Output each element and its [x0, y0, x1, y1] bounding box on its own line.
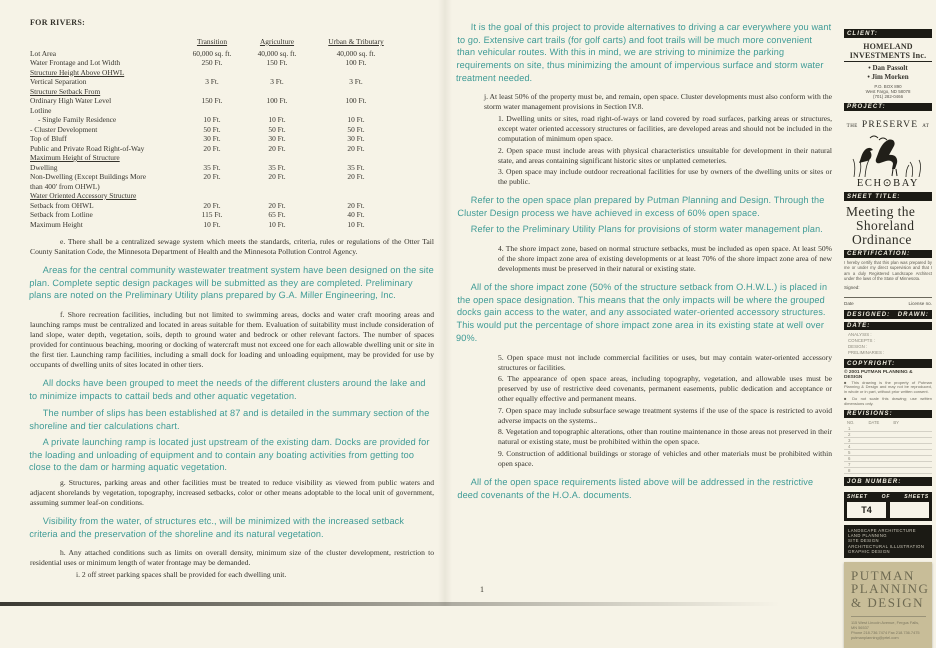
designed-label: DESIGNED:	[847, 311, 891, 318]
project-bar: PROJECT:	[844, 103, 932, 112]
job-number-bar: JOB NUMBER:	[844, 477, 932, 486]
client-bar: CLIENT:	[844, 29, 932, 38]
firm-block	[844, 562, 932, 648]
paragraph: g. Structures, parking areas and other facilities must be treated to reduce visibility as viewed from public waters and adjacent shorelands by vegetation, topography, increased setbacks, color or other means adoptable to the local unit of government, assuming summer leaf-on conditions.	[30, 478, 434, 508]
list-item: ANALYSIS :	[848, 332, 872, 338]
sheet-title-bar: SHEET TITLE:	[844, 192, 932, 201]
copyright-line: © 2001 PUTMAN PLANNING & DESIGN	[844, 369, 913, 380]
list-item: CONCEPTS :	[848, 338, 875, 344]
paragraph: 3. Open space may include outdoor recreational facilities for use by owners of the dwelling units or sites or the public.	[498, 167, 832, 187]
table-row: Lot Area 60,000 sq. ft. 40,000 sq. ft. 40,000 sq. ft.	[30, 48, 376, 58]
list-item: 1	[844, 426, 932, 432]
date-label: Date	[844, 301, 854, 307]
list-item: • Jim Morken	[867, 72, 909, 81]
project-preserve: PRESERVE	[861, 120, 919, 131]
table-row: Setback from Lotline 115 Ft. 65 Ft. 40 Ft.	[30, 210, 365, 219]
list-item: P.O. BOX 890	[874, 83, 902, 89]
signature-line	[844, 292, 932, 298]
paragraph: Refer to the Preliminary Utility Plans for provisions of storm water management plan.	[470, 224, 824, 235]
project-at: AT	[922, 124, 930, 130]
table-row: Vertical Separation 3 Ft. 3 Ft. 3 Ft.	[30, 77, 363, 86]
copyright-bar: COPYRIGHT:	[844, 359, 932, 368]
paragraph: All docks have been grouped to meet the needs of the different clusters around the lake and to minimize impacts to cattail beds and other aquatic vegetation.	[29, 378, 426, 401]
paragraph: 5. Open space must not include commercial facilities or uses, but may contain water-oriented accessory structures or facilities.	[498, 352, 832, 372]
echobay-logo: ECH⊙BAY	[856, 178, 920, 190]
project-the: THE	[846, 124, 858, 130]
paragraph: Areas for the central community wastewater treatment system have been designed on the site plan. Complete septic design packages will be submitted as they are completed. Preliminary plans are noted on the Preliminary Utility plans prepared by G.A. Miller Engineering, Inc.	[28, 265, 434, 301]
table-row: Public and Private Road Right-of-Way 20 Ft. 20 Ft. 20 Ft.	[30, 143, 365, 153]
revisions-rows	[844, 426, 932, 474]
table-row: Lotline	[30, 105, 52, 115]
list-item: LANDSCAPE ARCHITECTURE	[848, 527, 916, 533]
services-block	[844, 525, 932, 558]
table-row: Structure Height Above OHWL	[30, 67, 125, 77]
sheets-label: SHEETS	[904, 493, 929, 500]
list-item: 5	[844, 450, 932, 456]
sheet-total-box	[890, 502, 929, 518]
paragraph: 2. Open space must include areas with physical characteristics unsuitable for development in their natural state, and areas containing significant historic sites or unplatted cemeteries.	[498, 145, 832, 165]
license-label: License no.	[908, 301, 932, 307]
client-name: HOMELAND INVESTMENTS Inc.	[844, 42, 932, 62]
certification-bar: CERTIFICATION:	[844, 250, 932, 259]
table-row: Maximum Height 10 Ft. 10 Ft. 10 Ft.	[30, 219, 365, 229]
table-row: Maximum Height of Structure	[30, 153, 120, 162]
list-item: Ordinance	[852, 231, 912, 247]
list-item: 2	[844, 432, 932, 438]
list-item: putmanplanning@prtel.com	[851, 635, 899, 641]
left-page	[30, 18, 434, 581]
list-item: DESIGN :	[848, 344, 868, 350]
table-column-header: Transition	[196, 37, 228, 46]
list-item: ■ Do not scale this drawing; use written dimensions only.	[844, 395, 932, 406]
list-item: 115 West Lincoln Avenue, Fergus Falls, MN 56537	[851, 620, 920, 631]
list-item: BY	[893, 420, 899, 426]
list-item: DATE	[868, 420, 880, 426]
project-name	[844, 114, 932, 132]
titleblock	[844, 26, 932, 648]
table-row: Non-Dwelling (Except Buildings More 20 Ft. 20 Ft. 20 Ft.	[30, 172, 365, 181]
list-item: 8	[844, 468, 932, 474]
table-row: Water Frontage and Lot Width 250 Ft. 150 Ft. 100 Ft.	[30, 58, 367, 67]
paragraph: e. There shall be a centralized sewage system which meets the standards, criteria, rules or regulations of the Otter Tail County Sanitation Code, the Minnesota Department of Health and the Minnesota Pollution Control Agency.	[30, 237, 434, 257]
list-item: 6	[844, 456, 932, 462]
table-row: - Cluster Development 50 Ft. 50 Ft. 50 Ft.	[30, 124, 365, 134]
paragraph: i. 2 off street parking spaces shall be provided for each dwelling unit.	[76, 569, 287, 579]
client-address	[844, 84, 932, 100]
list-item: PLANNING	[851, 581, 930, 597]
firm-name	[851, 567, 930, 610]
list-item: 7	[844, 462, 932, 468]
paragraph: Visibility from the water, of structures etc., will be minimized with the increased setback criteria and the preservation of the shoreline and its natural vegetation.	[29, 516, 405, 539]
revisions-header	[844, 420, 932, 425]
sheet-number-box: T4	[847, 502, 886, 518]
certification-text: I hereby certify that this plan was prepared by me or under my direct supervision and that I am a duly Registered Landscape Architect under the laws of the State of Minnesota.	[844, 260, 932, 281]
list-item: & DESIGN	[851, 594, 925, 610]
table-row: Water Oriented Accessory Structure	[30, 191, 137, 200]
right-page	[455, 14, 832, 505]
heron-marsh-logo-icon	[846, 133, 930, 177]
rivers-table	[30, 37, 434, 229]
scan-edge-artifact	[0, 602, 780, 606]
rivers-heading: FOR RIVERS:	[30, 18, 86, 27]
paragraph: j. At least 50% of the property must be, and remain, open space. Cluster developments must also conform with the storm water management provisions in Section IV.8.	[484, 92, 832, 112]
list-item: 4	[844, 444, 932, 450]
paragraph: A private launching ramp is located just upstream of the existing dam. Docks are provided for the loading and unloading of equipment and to contain any boating activities from getting too close to the dam or harming aquatic vegetation.	[28, 436, 430, 473]
paragraph: h. Any attached conditions such as limits on overall density, minimum size of the cluster development, restriction to residential uses or minimum length of water frontage may be demanded.	[30, 548, 434, 568]
list-item: SITE DESIGN	[848, 538, 879, 544]
rivers-table-body	[30, 49, 434, 230]
list-item: GRAPHIC DESIGN	[848, 549, 890, 555]
designed-drawn-bar	[844, 310, 932, 319]
sheet-label: SHEET	[847, 493, 868, 500]
paragraph: The number of slips has been established at 87 and is detailed in the summary section of the shoreline and tier calculations chart.	[29, 407, 430, 431]
paragraph: It is the goal of this project to provide alternatives to driving a car everywhere you want to go. Extensive cart trails (for golf carts) and foot trails will be much more convenient than vehicular routes. With this in mind, we are striving to minimize the parking requirements on site, thus minimizing the amount of impervious surface and storm water treatment needed.	[455, 22, 832, 83]
table-row: than 400' from OHWL)	[30, 181, 100, 191]
paragraph: 9. Construction of additional buildings or storage of vehicles and other materials must be prohibited within open space.	[498, 448, 832, 468]
paragraph: 8. Vegetation and topographic alterations, other than routine maintenance in those areas not preserved in their natural or existing state, must be prohibited within the open space.	[498, 427, 832, 447]
list-item: • Dan Passolt	[868, 63, 908, 72]
sheet-title	[844, 205, 932, 247]
table-row: Structure Setback From	[30, 86, 101, 96]
client-principals	[844, 64, 932, 82]
date-bar: DATE:	[844, 322, 932, 331]
paragraph: 6. The appearance of open space areas, including topography, vegetation, and allowable uses must be preserved by use of restrictive deed covenants, permanent easements, public dedication and acceptance or other equally effective and permanent means.	[498, 374, 832, 404]
table-row: Top of Bluff 30 Ft. 30 Ft. 30 Ft.	[30, 134, 365, 143]
of-label: OF	[881, 493, 891, 500]
table-row: - Single Family Residence 10 Ft. 10 Ft. 10 Ft.	[38, 115, 365, 124]
paragraph: 1. Dwelling units or sites, road right-of-ways or land covered by road surfaces, parking areas or structures, except water oriented accessory structures or facilities, are developed areas and should not be included in the computation of minimum open space.	[498, 113, 832, 143]
firm-address	[851, 616, 926, 640]
list-item: Shoreland	[856, 217, 915, 233]
paragraph: Refer to the open space plan prepared by Putman Planning and Design. Through the Cluster Design process we have achieved in excess of 60% open space.	[457, 195, 825, 218]
page-spine-shadow	[438, 0, 452, 606]
list-item: PRELIMINARIES :	[848, 350, 885, 356]
rivers-table-header	[30, 37, 434, 47]
list-item: (701) 282-0466	[872, 94, 904, 100]
copyright-notes	[844, 381, 932, 407]
list-item: Meeting the	[846, 203, 916, 219]
list-item: PUTMAN	[851, 567, 915, 583]
list-item: NO.	[847, 420, 855, 426]
right-paragraphs	[455, 21, 832, 501]
table-column-header: Urban & Tributary	[328, 37, 384, 46]
signed-label: Signed:	[844, 285, 860, 291]
revisions-bar: REVISIONS:	[844, 410, 932, 419]
paragraph: 7. Open space may include subsurface sewage treatment systems if the use of the space is restricted to avoid adverse impacts on the systems..	[498, 405, 832, 425]
list-item: West Fargo, ND 58078	[865, 88, 911, 94]
paragraph: f. Shore recreation facilities, including but not limited to swimming areas, docks and water craft mooring areas and launching ramps must be centralized and located in areas suitable for them. Evaluation of suitability must include consideration of land slope, water depth, vegetation, soils, depth to ground water and bedrock or other relevant factors. The number of spaces provided for continuous beaching, mooring or docking of watercraft must not exceed one for each allowable dwelling unit or site in the first tier. Launching ramp facilities, including a small dock for loading and unloading equipment, may be provided for use by occupants of dwelling units of sites located in other tiers.	[30, 310, 434, 370]
drawn-label: DRAWN:	[897, 311, 929, 318]
page-number: 1	[480, 585, 484, 594]
table-row: Ordinary High Water Level 150 Ft. 100 Ft. 100 Ft.	[30, 96, 367, 105]
date-rows	[844, 332, 932, 356]
list-item: ■ This drawing is the property of Putman Planning & Design and may not be reproduced, in whole or in part, without prior written consent.	[844, 379, 932, 395]
certification-signature	[844, 284, 932, 307]
list-item: 3	[844, 438, 932, 444]
paragraph: All of the shore impact zone (50% of the structure setback from O.H.W.L.) is placed in the open space designation. This means that the only impacts will be where the grouped docks gain access to the water, and any associated water-oriented accessory structures. This would put the percentage of shore impact zone area in its existing state at well over 90%.	[455, 282, 828, 343]
paragraph: All of the open space requirements listed above will be addressed in the restrictive deed covenants of the H.O.A. documents.	[457, 476, 814, 500]
table-column-header: Agriculture	[259, 37, 295, 46]
paragraph: 4. The shore impact zone, based on normal structure setbacks, must be included as open space. At least 50% of the shore impact zone area of existing developments or at least 70% of the shore impact zone area of new developments must be preserved in their natural or existing state.	[498, 244, 832, 274]
left-paragraphs	[30, 237, 434, 580]
list-item: ARCHITECTURAL ILLUSTRATION	[848, 543, 925, 549]
sheet-of-sheets-block	[844, 492, 932, 521]
list-item: Phone 218.736.7474 Fax 218.736.7475	[851, 630, 920, 636]
table-row: Dwelling 35 Ft. 35 Ft. 35 Ft.	[30, 162, 365, 172]
list-item: LAND PLANNING	[848, 532, 887, 538]
table-row: Setback from OHWL 20 Ft. 20 Ft. 20 Ft.	[30, 200, 365, 210]
